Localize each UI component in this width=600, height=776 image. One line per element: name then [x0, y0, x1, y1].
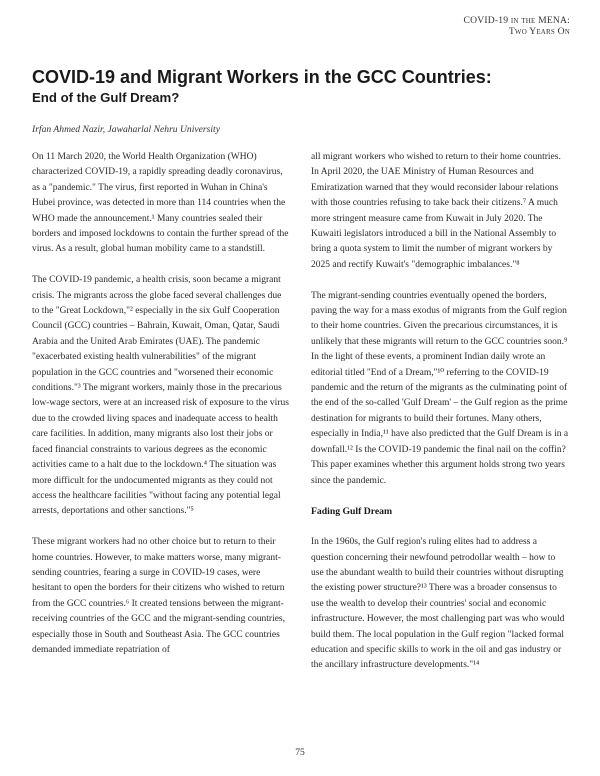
- paragraph: The COVID-19 pandemic, a health crisis, soon became a migrant crisis. The migrants across the globe faced several challenges due to the "Great Lockdown,"² especially in the six Gulf Cooperation Council (GCC) countries – Bahrain, Kuwait, Oman, Qatar, Saudi Arabia and the United Arab Emirates (UAE). The pandemic "exacerbated existing health vulnerabilities" of the migrant population in the GCC countries and "worsened their economic conditions."³ The migrant workers, mainly those in the precarious low-wage sectors, were at an increased risk of exposure to the virus due to the crowded living spaces and inadequate access to health care facilities. In addition, many migrants also lost their jobs or faced financial constraints to various degrees as the economic activities came to a halt due to the lockdown.⁴ The situation was more difficult for the undocumented migrants as they could not access the healthcare facilities "without facing any potential legal arrests, deportations and other sanctions."⁵: [32, 275, 289, 517]
- paragraph: all migrant workers who wished to return to their home countries. In April 2020, the UAE Ministry of Human Resources and Emiratization warned that they would reconsider labour relations with those countries refusing to take back their citizens.⁷ A much more stringent measure came from Kuwait in July 2020. The Kuwaiti legislators introduced a bill in the National Assembly to bring a quota system to limit the number of migrant workers by 2025 and rectify Kuwait's "demographic imbalances."⁸: [311, 152, 561, 270]
- title-block: [32, 66, 572, 107]
- paragraph: These migrant workers had no other choice but to return to their home countries. However, to make matters worse, many migrant-sending countries, fearing a surge in COVID-19 cases, were hesitant to open the borders for their citizens who wished to return from the GCC countries.⁶ It created tensions between the migrant-receiving countries of the GCC and the migrant-sending countries, especially those in South and Southeast Asia. The GCC countries demanded immediate repatriation of: [32, 537, 286, 655]
- paragraph: On 11 March 2020, the World Health Organization (WHO) characterized COVID-19, a rapidly spreading deadly coronavirus, as a "pandemic." The virus, first reported in Wuhan in China's Hubei province, was detected in more than 114 countries when the WHO made the announcement.¹ Many countries sealed their borders and imposed lockdowns to contain the further spread of the virus. As a result, global human mobility came to a standstill.: [32, 152, 289, 255]
- author-line: Irfan Ahmed Nazir, Jawaharlal Nehru University: [32, 124, 220, 135]
- page-number: 75: [295, 747, 305, 758]
- running-header: [464, 15, 570, 37]
- paragraph: The migrant-sending countries eventually opened the borders, paving the way for a mass exodus of migrants from the Gulf region to their home countries. Given the precarious circumstances, it is unlikely that these migrants will return to the GCC countries soon.⁹ In the light of these events, a prominent Indian daily wrote an editorial titled "End of a Dream,"¹⁰ referring to the COVID-19 pandemic and the return of the migrants as the culminating point of the end of the so-called 'Gulf Dream' – the Gulf region as the prime destination for migrants to build their fortunes. Many others, especially in India,¹¹ have also predicted that the Gulf Dream is in a downfall.¹² Is the COVID-19 pandemic the final nail on the coffin? This paper examines whether this argument holds strong two years since the pandemic.: [311, 290, 569, 486]
- running-header-line2: Two Years On: [508, 26, 570, 37]
- left-column: [32, 150, 290, 674]
- right-column: [311, 150, 569, 689]
- paragraph: In the 1960s, the Gulf region's ruling elites had to address a question concerning their newfound petrodollar wealth – how to use the abundant wealth to build their countries without disrupting the existing power structure?¹³ There was a broader consensus to use the wealth to develop their countries' social and economic infrastructure. However, the most challenging part was who would build them. The local population in the Gulf region "lacked formal education and specific skills to work in the oil and gas industry or the ancillary infrastructure developments."¹⁴: [311, 537, 565, 671]
- running-header-line1: COVID-19 in the MENA:: [463, 15, 570, 26]
- section-heading: Fading Gulf Dream: [311, 506, 393, 518]
- article-title: COVID-19 and Migrant Workers in the GCC Countries:: [32, 67, 492, 87]
- article-subtitle: End of the Gulf Dream?: [32, 90, 180, 105]
